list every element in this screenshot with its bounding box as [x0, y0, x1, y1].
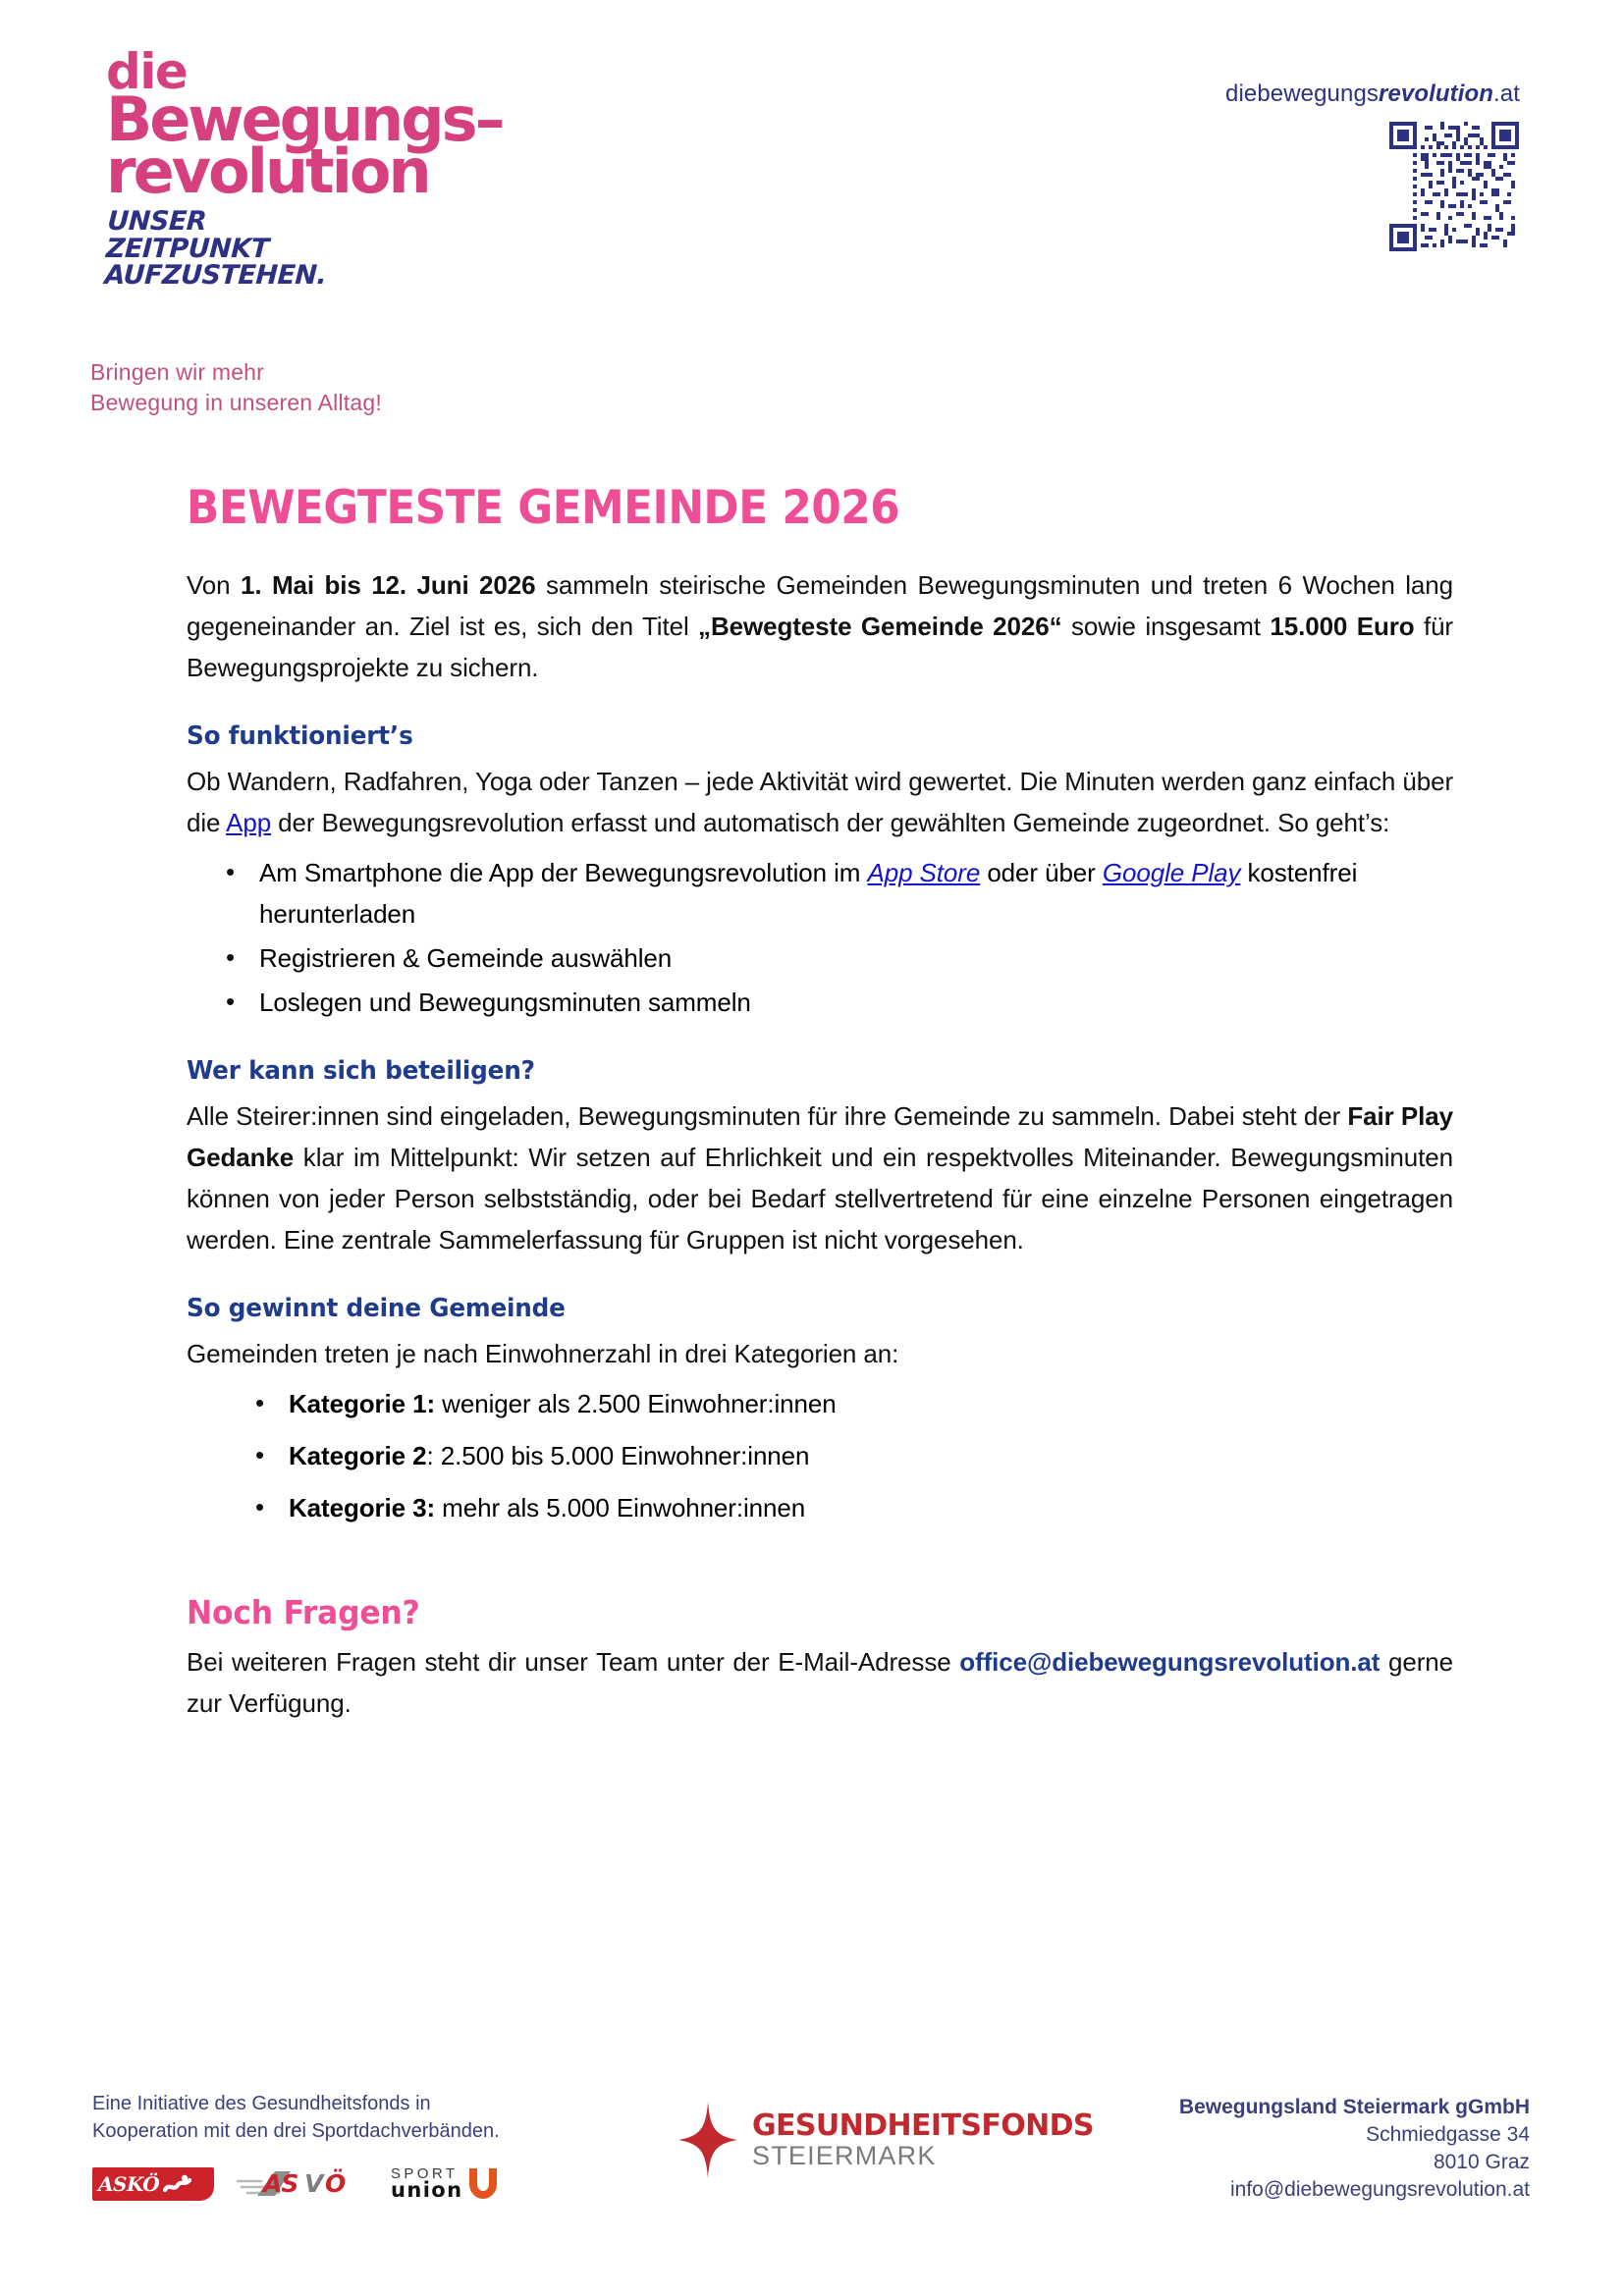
category-2-label: Kategorie 2: [289, 1440, 427, 1470]
list-item: [289, 1435, 1453, 1476]
brand-tagline-line-1: Bringen wir mehr: [90, 359, 265, 385]
federation-logos: [92, 2165, 603, 2203]
section-heading-who-can-join: Wer kann sich beteiligen?: [187, 1055, 535, 1086]
category-1-text: weniger als 2.500 Einwohner:innen: [435, 1388, 837, 1418]
who-can-join-text-a: Alle Steirer:innen sind eingeladen, Bewegungsminuten für ihre Gemeinde zu sammeln. Dabei steht der: [187, 1100, 1348, 1131]
brand-tagline: [90, 357, 382, 418]
qr-code-icon[interactable]: [1389, 122, 1519, 251]
page-header: [0, 0, 1624, 422]
fair-play-emphasis: Fair Play Gedanke: [187, 1100, 1453, 1173]
sportunion-label-union: union: [391, 2177, 463, 2202]
brand-wordmark-line-2: Bewegungs–: [106, 83, 503, 155]
brand-slogan: [103, 205, 520, 291]
section-heading-questions: Noch Fragen?: [187, 1592, 420, 1631]
brand-wordmark-line-1: die: [106, 43, 188, 100]
gesundheitsfonds-logo: [677, 2102, 1094, 2178]
how-it-works-text-b: der Bewegungsrevolution erfasst und automatisch der gewählten Gemeinde zugeordnet. So geht’s:: [271, 808, 1390, 838]
sportunion-logo-text: [391, 2164, 463, 2202]
four-point-star-icon: [677, 2102, 738, 2178]
how-it-works-list: [187, 852, 1453, 1023]
brand-tagline-line-2: Bewegung in unseren Alltag!: [90, 390, 382, 416]
brand-logo: [103, 43, 518, 291]
gesundheitsfonds-text: [752, 2108, 1094, 2170]
gesundheitsfonds-line-2: STEIERMARK: [752, 2140, 937, 2170]
step-2-text: Registrieren & Gemeinde auswählen: [259, 942, 673, 973]
intro-title-quote: „Bewegteste Gemeinde 2026“: [698, 612, 1062, 642]
address-city: 8010 Graz: [1433, 2151, 1530, 2174]
brand-wordmark-line-3: revolution: [106, 135, 429, 208]
address-company-name: Bewegungsland Steiermark gGmbH: [1178, 2096, 1530, 2118]
questions-text-b: gerne zur Verfügung.: [187, 1646, 1454, 1718]
asvo-logo-mark: [236, 2165, 369, 2203]
svg-text:AS: AS: [263, 2168, 298, 2198]
google-play-link[interactable]: Google Play: [1102, 857, 1241, 887]
who-can-join-paragraph: [187, 1095, 1453, 1260]
sportunion-logo: [391, 2166, 500, 2202]
intro-text-d: für Bewegungsprojekte zu sichern.: [187, 612, 1453, 683]
how-to-win-lead: Gemeinden treten je nach Einwohnerzahl in drei Kategorien an:: [187, 1339, 899, 1369]
app-link[interactable]: App: [226, 808, 272, 838]
intro-text-a: Von: [187, 570, 241, 600]
intro-dates: 1. Mai bis 12. Juni 2026: [241, 570, 536, 600]
questions-paragraph: [187, 1641, 1453, 1724]
footer-initiative-note: [92, 2090, 603, 2146]
intro-text-b: sammeln steirische Gemeinden Bewegungsminuten und treten 6 Wochen lang gegeneinander an. Ziel ist es, sich den Titel: [187, 570, 1453, 642]
footer-initiative-block: [92, 2090, 603, 2203]
asko-logo-label: ASKÖ: [98, 2171, 160, 2196]
list-item: [289, 1487, 1453, 1528]
questions-text-a: Bei weiteren Fragen steht dir unser Team unter der E-Mail-Adresse: [187, 1646, 960, 1677]
footer-note-line-2: Kooperation mit den drei Sportdachverbänden.: [92, 2120, 500, 2143]
site-url-suffix: .at: [1493, 80, 1520, 107]
svg-text:V: V: [304, 2168, 323, 2198]
runner-icon: [163, 2173, 192, 2195]
asvo-logo: [236, 2165, 369, 2203]
brand-slogan-line-1: UNSER: [106, 205, 207, 237]
who-can-join-text-b: klar im Mittelpunkt: Wir setzen auf Ehrlichkeit und ein respektvolles Miteinander. Bewegungsminuten können von jeder Person selbstständig, oder bei Bedarf stellvertretend für eine einzelne Personen eingetragen werden. Eine zentrale Sammelerfassung für Gruppen ist nicht vorgesehen.: [187, 1143, 1453, 1255]
section-heading-how-it-works: So funktioniert’s: [187, 721, 413, 752]
footer-note-line-1: Eine Initiative des Gesundheitsfonds in: [92, 2093, 431, 2114]
brand-slogan-line-2: ZEITPUNKT: [105, 233, 270, 264]
site-url-prefix: diebewegungs: [1225, 80, 1379, 107]
gesundheitsfonds-line-1: GESUNDHEITSFONDS: [752, 2108, 1094, 2143]
page-footer: [0, 2070, 1624, 2296]
intro-prize-amount: 15.000 Euro: [1270, 612, 1415, 642]
category-2-text: : 2.500 bis 5.000 Einwohner:innen: [426, 1440, 810, 1470]
section-heading-how-to-win: So gewinnt deine Gemeinde: [187, 1294, 566, 1324]
sportunion-u-icon: [466, 2166, 500, 2202]
svg-text:Ö: Ö: [325, 2168, 346, 2198]
intro-paragraph: [187, 564, 1453, 688]
step-1-text-c: kostenfrei herunterladen: [259, 857, 1358, 929]
asko-logo: [92, 2167, 214, 2201]
step-1-text-a: Am Smartphone die App der Bewegungsrevolution im: [259, 857, 868, 887]
step-3-text: Loslegen und Bewegungsminuten sammeln: [259, 987, 751, 1017]
step-1-text-b: oder über: [980, 857, 1103, 887]
brand-slogan-line-3: AUFZUSTEHEN.: [103, 259, 328, 291]
site-url[interactable]: [1225, 80, 1520, 108]
category-3-label: Kategorie 3:: [289, 1492, 436, 1522]
sportunion-label-sport: SPORT: [391, 2164, 459, 2182]
page-title: BEWEGTESTE GEMEINDE 2026: [187, 481, 900, 535]
category-3-text: mehr als 5.000 Einwohner:innen: [435, 1492, 806, 1522]
category-1-label: Kategorie 1:: [289, 1388, 436, 1418]
address-street: Schmiedgasse 34: [1366, 2123, 1530, 2147]
list-item: [259, 982, 1453, 1023]
brand-wordmark: [106, 43, 518, 208]
intro-text-c: sowie insgesamt: [1061, 612, 1271, 642]
site-url-emphasis: revolution: [1379, 80, 1494, 107]
app-store-link[interactable]: App Store: [867, 857, 981, 887]
how-it-works-paragraph: [187, 761, 1453, 843]
address-email[interactable]: info@diebewegungsrevolution.at: [1229, 2178, 1530, 2202]
category-list: [187, 1383, 1453, 1528]
contact-email[interactable]: office@diebewegungsrevolution.at: [959, 1646, 1380, 1677]
list-item: [289, 1383, 1453, 1424]
footer-address-block: [1179, 2094, 1530, 2205]
list-item: [259, 937, 1453, 979]
how-it-works-text-a: Ob Wandern, Radfahren, Yoga oder Tanzen – jede Aktivität wird gewertet. Die Minuten werden ganz einfach über die: [187, 767, 1454, 838]
list-item: [259, 852, 1453, 934]
main-content: [187, 481, 1453, 1732]
